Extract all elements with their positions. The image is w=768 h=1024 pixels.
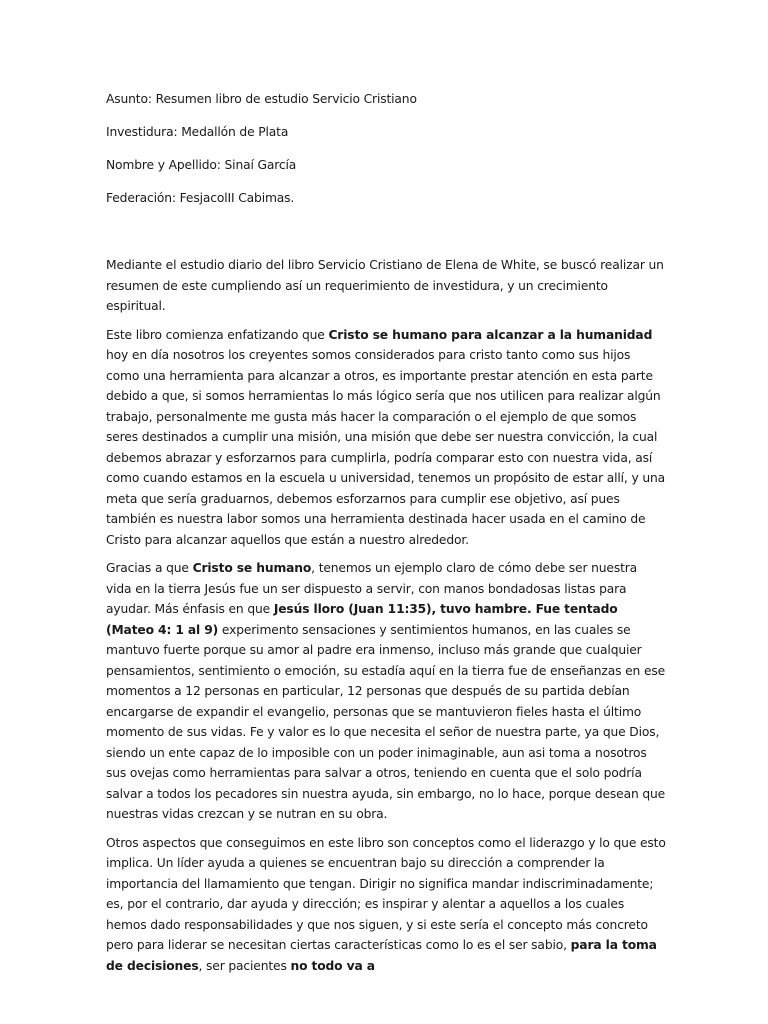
text-run: hoy en día nosotros los creyentes somos considerados para cristo tanto como sus hijos como una herramienta para alcanzar a otros, es importante prestar atención en esta parte debido a que, si somos herramientas lo más lógico sería que nos utilicen para realizar algún trabajo, personalmente me gusta más hacer la comparación o el ejemplo de que somos seres destinados a cumplir una misión, una misión que debe ser nuestra convicción, la cual debemos abrazar y esforzarnos para cumplirla, podría comparar esto con nuestra vida, así como cuando estamos en la escuela u universidad, tenemos un propósito de estar allí, y una meta que sería graduarnos, debemos esforzarnos para cumplir ese objetivo, así pues también es nuestra labor somos una herramienta destinada hacer usada en el camino de Cristo para alcanzar aquellos que están a nuestro alrededor. xyxy=(106,348,666,547)
text-run: Gracias a que xyxy=(106,561,193,575)
text-run: Otros aspectos que conseguimos en este libro son conceptos como el liderazgo y lo que esto implica. Un líder ayuda a quienes se encuentran bajo su dirección a comprender la importancia del llamamiento que tengan. Dirigir no significa mandar indiscriminadamente; es, por el contrario, dar ayuda y dirección; es inspirar y alentar a aquellos a los cuales hemos dado responsabilidades y que nos siguen, y si este sería el concepto más concreto pero para liderar se necesitan ciertas características como lo es el ser sabio, xyxy=(106,835,666,952)
document-body xyxy=(106,88,666,984)
header-spacer xyxy=(106,220,666,255)
text-run: , ser pacientes xyxy=(198,958,291,973)
subject-line: Asunto: Resumen libro de estudio Servicio Cristiano xyxy=(106,92,417,106)
text-run: experimento sensaciones y sentimientos humanos, en las cuales se mantuvo fuerte porque su amor al padre era inmenso, incluso más grande que cualquier pensamientos, sentimiento o emoción, su estadía aquí en la tierra fue de enseñanzas en ese momentos a 12 personas en particular, 12 personas que después de su partida debían encargarse de expandir el evangelio, personas que se mantuvieron fieles hasta el último momento de sus vidas. Fe y valor es lo que necesita el señor de nuestra parte, ya que Dios, siendo un ente capaz de lo imposible con un poder inimaginable, aun asi toma a nosotros sus ovejas como herramientas para salvar a otros, teniendo en cuenta que el solo podría salvar a todos los pecadores sin nuestra ayuda, sin embargo, no lo hace, porque desean que nuestras vidas crezcan y se nutran en su obra. xyxy=(106,622,666,821)
bold-text-run: no todo va a xyxy=(290,958,375,973)
bold-text-run: Jesús lloro (Juan 11:35), tuvo hambre. Fue tentado (Mateo 4: 1 al 9) xyxy=(106,602,618,637)
federation-line: Federación: FesjacolII Cabimas. xyxy=(106,191,295,205)
investiture-line: Investidura: Medallón de Plata xyxy=(106,125,289,139)
bold-text-run: Cristo se humano para alcanzar a la humanidad xyxy=(328,327,653,342)
body-paragraph xyxy=(106,255,666,317)
text-run: Este libro comienza enfatizando que xyxy=(106,327,329,342)
body-paragraph xyxy=(106,325,666,551)
text-run: , tenemos un ejemplo claro de cómo debe ser nuestra vida en la tierra Jesús fue un ser dispuesto a servir, con manos bondadosas listas para ayudar. Más énfasis en que xyxy=(106,561,638,616)
name-line: Nombre y Apellido: Sinaí García xyxy=(106,158,297,172)
body-paragraph xyxy=(106,833,666,977)
bold-text-run: Cristo se humano xyxy=(192,561,312,575)
body-paragraph xyxy=(106,558,666,825)
text-run: Mediante el estudio diario del libro Servicio Cristiano de Elena de White, se buscó realizar un resumen de este cumpliendo así un requerimiento de investidura, y un crecimiento espiritual. xyxy=(106,258,664,313)
bold-text-run: para la toma de decisiones xyxy=(106,938,657,973)
body-paragraphs xyxy=(106,255,666,976)
